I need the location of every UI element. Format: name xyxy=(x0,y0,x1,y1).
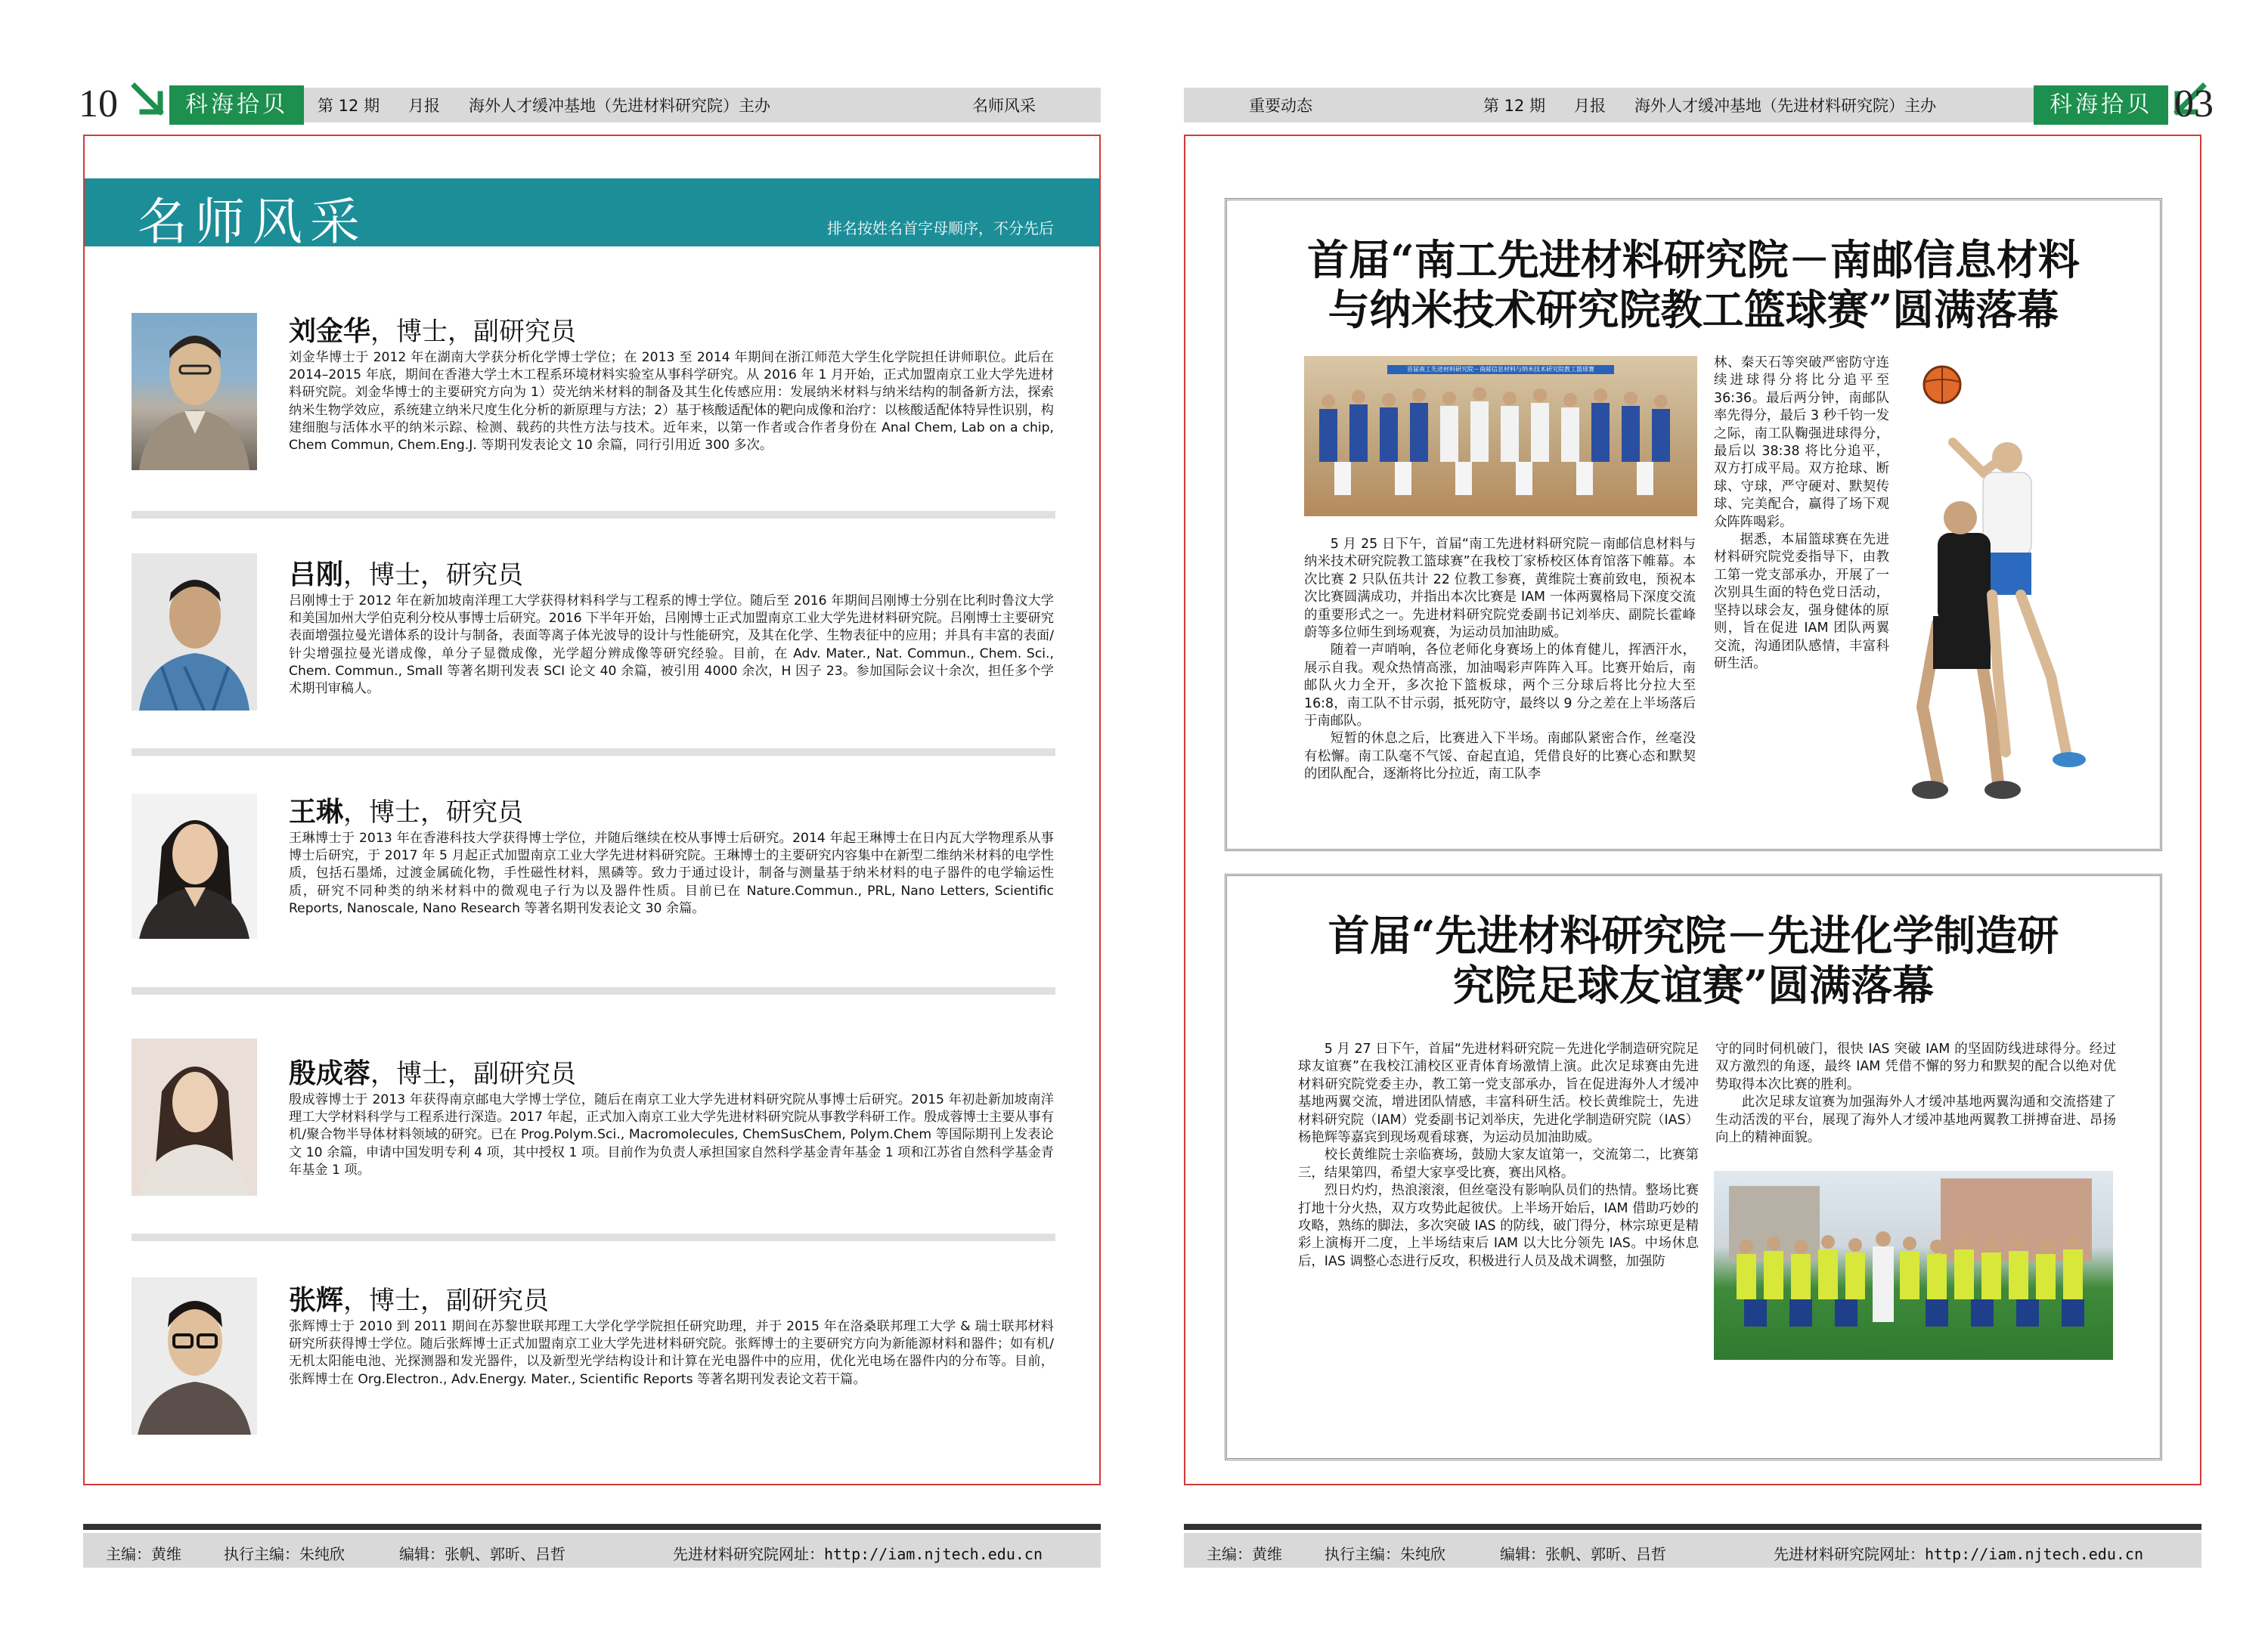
profile-name: 刘金华 xyxy=(289,316,371,347)
right-footer xyxy=(1184,1533,2201,1568)
left-footer xyxy=(83,1533,1101,1568)
right-section-label: 重要动态 xyxy=(1249,97,1312,115)
profile-title: ，博士，研究员 xyxy=(343,560,524,590)
right-brand-label: 科海拾贝 xyxy=(2034,85,2168,125)
basketball-players-image xyxy=(1907,359,2089,828)
football-article xyxy=(1225,874,2162,1460)
article-column-2: 守的同时伺机破门，很快 IAS 突破 IAM 的坚固防线进球得分。经过双方激烈的角逐，最终 IAM 凭借不懈的努力和默契的配合以绝对优势取得本次比赛的胜利。 此次足球友谊赛为加强海外人才缓冲基地两翼沟通和交流搭建了生动活泼的平台，展现了海外人才缓冲基地两翼教工拼搏奋进、昂扬向上的精神面貌。 xyxy=(1715,1042,2116,1146)
profile-bio: 刘金华博士于 2012 年在湖南大学获分析化学博士学位；在 2013 至 2014 年期间在浙江师范大学生化学院担任讲师职位。此后在 2014–2015 年底，期间在香港大学土木工程系环境材料实验室从事科学研究。从 2016 年 1 月开始，正式加盟南京工业大学先进材料研究院。刘金华博士的主要研究方向为 1）荧光纳米材料的制备及其生化传感应用：发展纳米材料与纳米结构的制备新方法，探索纳米生物学效应，系统建立纳米尺度生化分析的新原理与方法；2）基于核酸适配体的靶向成像和治疗：以核酸适配体特异性识别，构建细胞与活体水平的纳米示踪、检测、载药的共性方法与技术。近年来，以第一作者或合作者身份在 Anal Chem, Lab on a chip, Chem Commun, Chem.Eng.J. 等期刊发表论文 10 余篇，同行引用近 300 多次。 xyxy=(289,350,1054,454)
section-title: 名师风采 xyxy=(138,193,367,251)
right-issue: 第 12 期 xyxy=(1483,97,1546,115)
profile-separator xyxy=(132,987,1055,995)
exec-editor: 执行主编：朱纯欣 xyxy=(224,1545,345,1563)
profile-bio: 殷成蓉博士于 2013 年获得南京邮电大学博士学位，随后在南京工业大学先进材料研究院从事博士后研究。2015 年初赴新加坡南洋理工大学材料科学与工程系进行深造。2017 年起，正式加入南京工业大学先进材料研究院从事教学科研工作。殷成蓉博士主要从事有机/聚合物半导体材料领域的研究。已在 Prog.Polym.Sci., Macromolecules, ChemSusChem, Polym.Chem 等国际期刊上发表论文 10 余篇，申请中国发明专利 4 项，其中授权 1 项。目前作为负责人承担国家自然科学基金青年基金 1 项和江苏省自然科学基金青年基金 1 项。 xyxy=(289,1092,1054,1178)
article-column-1: 5 月 25 日下午，首届“南工先进材料研究院－南邮信息材料与纳米技术研究院教工篮球赛”在我校丁家桥校区体育馆落下帷幕。本次比赛 2 只队伍共计 22 位教工参赛，黄维院士赛前致电，预祝本次比赛圆满成功，并指出本次比赛是 IAM 一体两翼格局下深度交流的重要形式之一。先进材料研究院党委副书记刘举庆、副院长霍峰蔚等多位师生到场观赛，为运动员加油助威。 随着一声哨响，各位老师化身赛场上的体育健儿，挥洒汗水，展示自我。观众热情高涨，加油喝彩声阵阵入耳。比赛开始后，南邮队火力全开，多次抢下篮板球，两个三分球后将比分拉大至 16:8，南工队不甘示弱，抵死防守，最终以 9 分之差在上半场落后于南邮队。 短暂的休息之后，比赛进入下半场。南邮队紧密合作，丝毫没有松懈。南工队毫不气馁、奋起直追，凭借良好的比赛心态和默契的团队配合，逐渐将比分拉近，南工队李 xyxy=(1304,537,1696,782)
left-issue: 第 12 期 xyxy=(318,97,380,115)
portrait-photo xyxy=(132,553,257,711)
profile-separator xyxy=(132,511,1055,519)
left-arrow-icon xyxy=(130,82,169,121)
editors: 编辑：张帆、郭昕、吕哲 xyxy=(399,1545,565,1563)
chief-editor: 主编：黄维 xyxy=(1207,1545,1282,1563)
football-team-photo xyxy=(1714,1171,2113,1360)
profile-name-line xyxy=(289,1279,549,1318)
right-frequency: 月报 xyxy=(1574,97,1606,115)
profile-name-line xyxy=(289,553,523,592)
right-header-bar xyxy=(1184,88,2034,122)
right-footer-rule xyxy=(1184,1524,2201,1530)
website-link[interactable]: 先进材料研究院网址：http://iam.njtech.edu.cn xyxy=(1774,1545,2143,1563)
left-sponsor: 海外人才缓冲基地（先进材料研究院）主办 xyxy=(469,97,770,115)
article-column-1: 5 月 27 日下午，首届“先进材料研究院－先进化学制造研究院足球友谊赛”在我校江浦校区亚青体育场激情上演。此次足球赛由先进材料研究院党委主办，教工第一党支部承办，旨在促进海外人才缓冲基地两翼交流，增进团队情感，丰富科研生活。校长黄维院士，先进材料研究院（IAM）党委副书记刘举庆，先进化学制造研究院（IAS）杨艳辉等嘉宾到现场观看球赛，为运动员加油助威。 校长黄维院士亲临赛场，鼓励大家友谊第一，交流第二，比赛第三，结果第四，希望大家享受比赛，赛出风格。 烈日灼灼，热浪滚滚，但丝毫没有影响队员们的热情。整场比赛打地十分火热，双方攻势此起彼伏。上半场开始后，IAM 借助巧妙的攻略，熟练的脚法，多次突破 IAS 的防线，破门得分，林宗琼更是精彩上演梅开二度，上半场结束后 IAM 以大比分领先 IAS。中场休息后，IAS 调整心态进行反攻，积极进行人员及战术调整，加强防 xyxy=(1298,1042,1699,1269)
profile-name-line xyxy=(289,310,576,348)
profile-name: 殷成蓉 xyxy=(289,1058,371,1089)
website-link[interactable]: 先进材料研究院网址：http://iam.njtech.edu.cn xyxy=(673,1545,1043,1563)
portrait-photo xyxy=(132,1277,257,1435)
profile-title: ，博士，副研究员 xyxy=(370,317,577,347)
profile-separator xyxy=(132,748,1055,756)
article-headline: 首届“南工先进材料研究院－南邮信息材料 与纳米技术研究院教工篮球赛”圆满落幕 xyxy=(1307,235,2080,334)
profile-bio: 吕刚博士于 2012 年在新加坡南洋理工大学获得材料科学与工程系的博士学位。随后至 2016 年期间吕刚博士分别在比利时鲁汶大学和美国加州大学伯克利分校从事博士后研究。2016 下半年开始，吕刚博士正式加盟南京工业大学先进材料研究院。吕刚博士主要研究表面增强拉曼光谱体系的设计与制备，表面等离子体光波导的设计与性能研究，及其在化学、生物表征中的应用；并具有丰富的表面/针尖增强拉曼光谱成像，单分子显微成像，光学超分辨成像等研究经验。目前，在 Adv. Mater., Nat. Commun., Chem. Sci., Chem. Commun., Small 等著名期刊发表 SCI 论文 40 余篇，被引用 4000 余次，H 因子 23。参加国际会议十余次，担任多个学术期刊审稿人。 xyxy=(289,593,1054,697)
profile-name: 张辉 xyxy=(289,1285,344,1316)
sort-note: 排名按姓名首字母顺序，不分先后 xyxy=(827,219,1054,237)
profile-name: 王琳 xyxy=(289,797,344,828)
editors: 编辑：张帆、郭昕、吕哲 xyxy=(1500,1545,1666,1563)
article-headline: 首届“先进材料研究院－先进化学制造研 究院足球友谊赛”圆满落幕 xyxy=(1328,911,2059,1010)
profile-bio: 王琳博士于 2013 年在香港科技大学获得博士学位，并随后继续在校从事博士后研究。2014 年起王琳博士在日内瓦大学物理系从事博士后研究，于 2017 年 5 月起正式加盟南京工业大学先进材料研究院。王琳博士的主要研究内容集中在新型二维纳米材料的电学性质，包括石墨烯，过渡金属硫化物，手性磁性材料，黑磷等。致力于通过设计，制备与测量基于纳米材料的电子器件的电学输运性质，研究不同种类的纳米材料中的微观电子行为以及器件性质。目前已在 Nature.Commun., PRL, Nano Letters, Scientific Reports, Nanoscale, Nano Research 等著名期刊发表论文 30 余篇。 xyxy=(289,831,1054,916)
profile-title: ，博士，副研究员 xyxy=(370,1059,577,1089)
profile-title: ，博士，副研究员 xyxy=(343,1286,550,1316)
left-section-label: 名师风采 xyxy=(972,97,1036,115)
left-brand-label: 科海拾贝 xyxy=(169,85,304,125)
portrait-photo xyxy=(132,313,257,470)
left-header-bar xyxy=(304,88,1101,122)
profile-name-line xyxy=(289,1052,576,1091)
section-title-band xyxy=(85,178,1099,251)
left-footer-rule xyxy=(83,1524,1101,1530)
exec-editor: 执行主编：朱纯欣 xyxy=(1325,1545,1445,1563)
left-page-number: 10 xyxy=(79,82,118,125)
left-frequency: 月报 xyxy=(408,97,440,115)
profile-name-line xyxy=(289,791,523,829)
profile-title: ，博士，研究员 xyxy=(343,797,524,828)
basketball-article xyxy=(1225,198,2162,851)
portrait-photo xyxy=(132,1039,257,1196)
right-page-number: 03 xyxy=(2174,82,2214,125)
photo-banner: 首届南工先进材料研究院－南邮信息材料与纳米技术研究院教工篮球赛 xyxy=(1387,365,1614,374)
profile-bio: 张辉博士于 2010 到 2011 期间在苏黎世联邦理工大学化学学院担任研究助理，并于 2015 年在洛桑联邦理工大学 & 瑞士联邦材料研究所获得博士学位。随后张辉博士正式加盟南京工业大学先进材料研究院。张辉博士的主要研究方向为新能源材料和器件；如有机/无机太阳能电池、光探测器和发光器件，以及新型光学结构设计和计算在光电器件中的应用，优化光电场在器件内的分布等。目前，张辉博士在 Org.Electron., Adv.Energy. Mater., Scientific Reports 等著名期刊发表论文若干篇。 xyxy=(289,1319,1054,1387)
profile-separator xyxy=(132,1234,1055,1241)
right-sponsor: 海外人才缓冲基地（先进材料研究院）主办 xyxy=(1634,97,1936,115)
chief-editor: 主编：黄维 xyxy=(106,1545,181,1563)
basketball-team-photo xyxy=(1304,356,1697,516)
profile-name: 吕刚 xyxy=(289,559,344,590)
portrait-photo xyxy=(132,794,257,939)
article-column-2: 林、秦天石等突破严密防守连续进球得分将比分追平至 36:36。最后两分钟，南邮队率先得分，最后 3 秒千钧一发之际，南工队鞠强进球得分，最后以 38:38 将比分追平，双方打成平局。双方抢球、断球、守球，严守硬对、默契传球、完美配合，赢得了场下观众阵阵喝彩。 据悉，本届篮球赛在先进材料研究院党委指导下，由教工第一党支部承办，开展了一次别具生面的特色党日活动，坚持以球会友，强身健体的原则，旨在促进 IAM 团队两翼交流，沟通团队感情，丰富科研生活。 xyxy=(1714,355,1889,671)
